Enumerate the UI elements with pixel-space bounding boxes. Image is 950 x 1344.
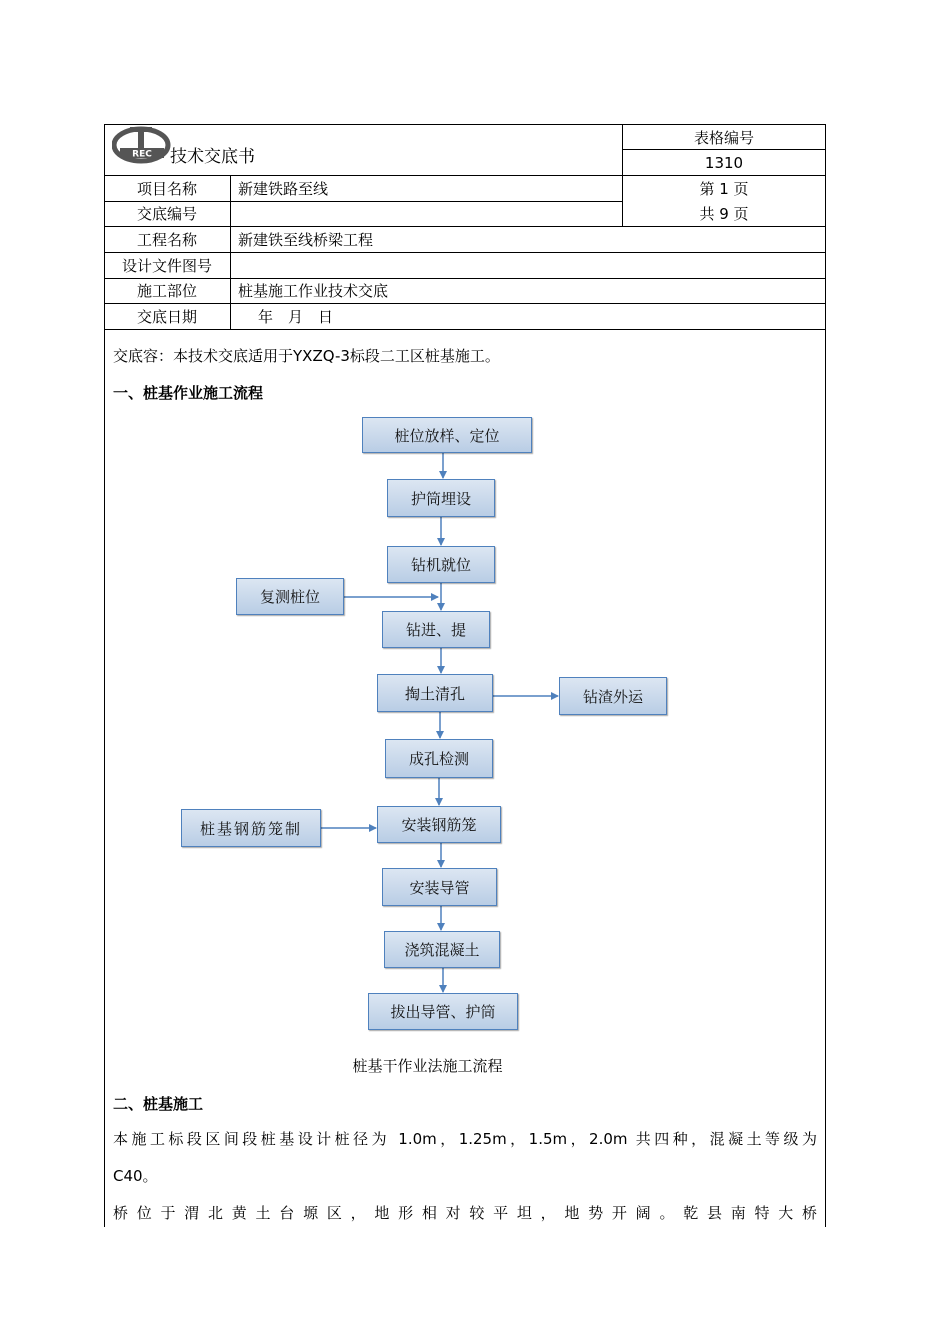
flow-step-inspection: 成孔检测 [385,739,493,778]
flow-step-drilling: 钻进、提 [382,611,490,648]
flowchart-caption: 桩基干作业法施工流程 [352,1057,503,1075]
flow-step-pour-concrete: 浇筑混凝土 [384,931,500,968]
row-value-location: 桩基施工作业技术交底 [238,282,389,300]
flow-step-cleaning: 掏土清孔 [377,674,493,712]
row-label-engineering: 工程名称 [136,231,197,249]
section-heading-flow: 一、桩基作业施工流程 [113,384,264,402]
row-label-code: 交底编号 [136,205,197,223]
row-value-project: 新建铁路至线 [238,180,329,198]
flow-step-extract: 拔出导管、护筒 [368,993,518,1030]
flow-output-spoil: 钻渣外运 [559,677,667,715]
row-label-project: 项目名称 [136,180,197,198]
section-heading-construction: 二、桩基施工 [113,1095,204,1113]
flow-step-staking: 桩位放样、定位 [362,417,532,453]
page-current: 第 1 页 [699,180,749,198]
flow-step-rig-positioning: 钻机就位 [387,546,495,583]
intro-text: 交底容：本技术交底适用于YXZQ-3标段二工区桩基施工。 [113,347,500,365]
row-value-engineering: 新建铁至线桥梁工程 [238,231,374,249]
row-value-date: 年 月 日 [258,308,334,326]
flow-step-casing: 护筒埋设 [387,479,495,517]
flow-input-recheck: 复测桩位 [236,578,344,615]
document-title: 技术交底书 [170,147,255,167]
paragraph-line: 本施工标段区间段桩基设计桩径为 1.0m，1.25m，1.5m，2.0m 共四种，混凝土等级为 [113,1130,817,1148]
flow-input-cage-fabrication: 桩基钢筋笼制 [181,809,321,847]
flow-step-install-tremie: 安装导管 [382,868,497,906]
paragraph-line: 桥位于渭北黄土台塬区，地形相对较平坦，地势开阔。乾县南特大桥 [113,1204,817,1222]
form-number-value: 1310 [704,154,744,172]
row-label-date: 交底日期 [136,308,197,326]
row-label-location: 施工部位 [136,282,197,300]
paragraph-line: C40。 [113,1167,158,1185]
form-number-label: 表格编号 [693,129,754,147]
flow-step-install-cage: 安装钢筋笼 [377,806,501,843]
svg-text:REC: REC [132,149,152,160]
page-total: 共 9 页 [699,205,749,223]
row-label-drawing: 设计文件图号 [121,257,212,275]
